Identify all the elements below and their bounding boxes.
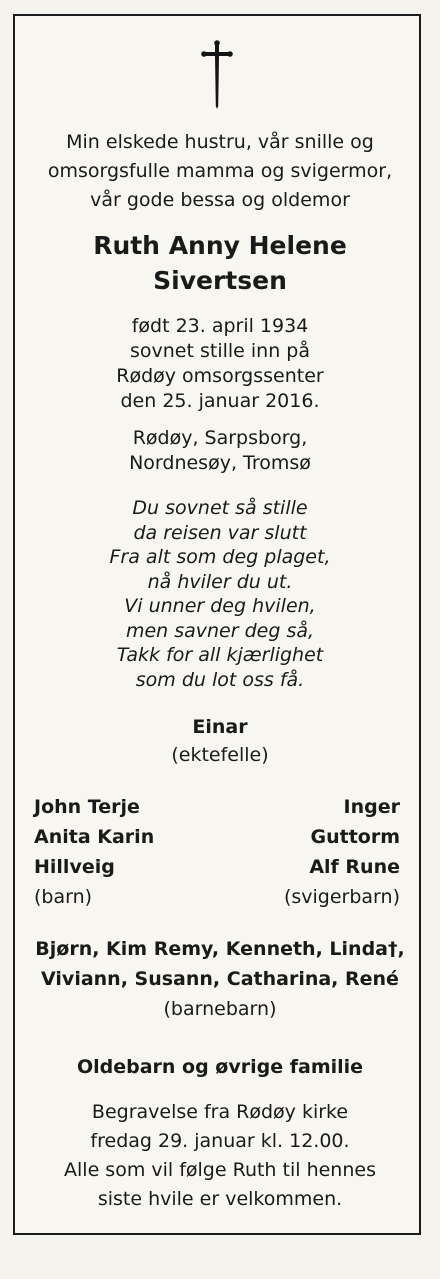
spouse-name: Einar (192, 716, 248, 738)
intro-line: Min elskede hustru, vår snille og (66, 131, 374, 153)
grandchildren-line: Viviann, Susann, Catharina, René (41, 968, 399, 990)
places-line: Rødøy, Sarpsborg, (132, 427, 308, 449)
poem-line: Vi unner deg hvilen, (124, 595, 316, 617)
funeral-line: siste hvile er velkommen. (97, 1188, 343, 1210)
places-line: Nordnesøy, Tromsø (129, 452, 311, 474)
intro-text (15, 128, 425, 215)
places-text (15, 426, 425, 476)
dates-line: Rødøy omsorgssenter (116, 365, 324, 387)
dates-line: sovnet stille inn på (129, 340, 310, 362)
name-line: Ruth Anny Helene (93, 231, 347, 260)
spouse-role: (ektefelle) (171, 744, 269, 766)
poem (15, 496, 425, 692)
poem-line: Du sovnet så stille (132, 497, 308, 519)
cross-icon (197, 38, 237, 110)
poem-line: som du lot oss få. (135, 668, 305, 691)
child-name: Hillveig (34, 856, 115, 878)
grandchildren (15, 934, 425, 1024)
grandchildren-line: Bjørn, Kim Remy, Kenneth, Linda†, (35, 938, 405, 960)
children-column (34, 792, 154, 912)
funeral-line: fredag 29. januar kl. 12.00. (90, 1130, 350, 1152)
poem-line: Fra alt som deg plaget, (109, 546, 331, 568)
funeral-line: Alle som vil følge Ruth til hennes (64, 1159, 376, 1181)
children-role: (barn) (34, 886, 93, 908)
in-law-name: Inger (343, 796, 400, 818)
in-laws-role: (svigerbarn) (283, 886, 400, 908)
poem-line: da reisen var slutt (133, 521, 307, 544)
child-name: John Terje (34, 796, 140, 818)
funeral-info (15, 1098, 425, 1214)
intro-line: vår gode bessa og oldemor (90, 189, 350, 211)
deceased-name (15, 228, 425, 298)
dates-line: den 25. januar 2016. (120, 390, 320, 412)
dates-text (15, 314, 425, 414)
name-line: Sivertsen (153, 266, 287, 295)
funeral-line: Begravelse fra Rødøy kirke (91, 1101, 349, 1123)
in-law-name: Guttorm (310, 826, 400, 848)
in-laws-column (284, 792, 400, 912)
grandchildren-role: (barnebarn) (163, 998, 277, 1020)
poem-line: Takk for all kjærlighet (116, 644, 324, 666)
dates-line: født 23. april 1934 (131, 315, 309, 337)
poem-line: men savner deg så, (125, 619, 315, 642)
intro-line: omsorgsfulle mamma og svigermor, (47, 160, 393, 182)
in-law-name: Alf Rune (309, 856, 400, 878)
poem-line: nå hviler du ut. (147, 570, 293, 593)
great-grandchildren: Oldebarn og øvrige familie (76, 1056, 364, 1078)
child-name: Anita Karin (34, 826, 155, 848)
